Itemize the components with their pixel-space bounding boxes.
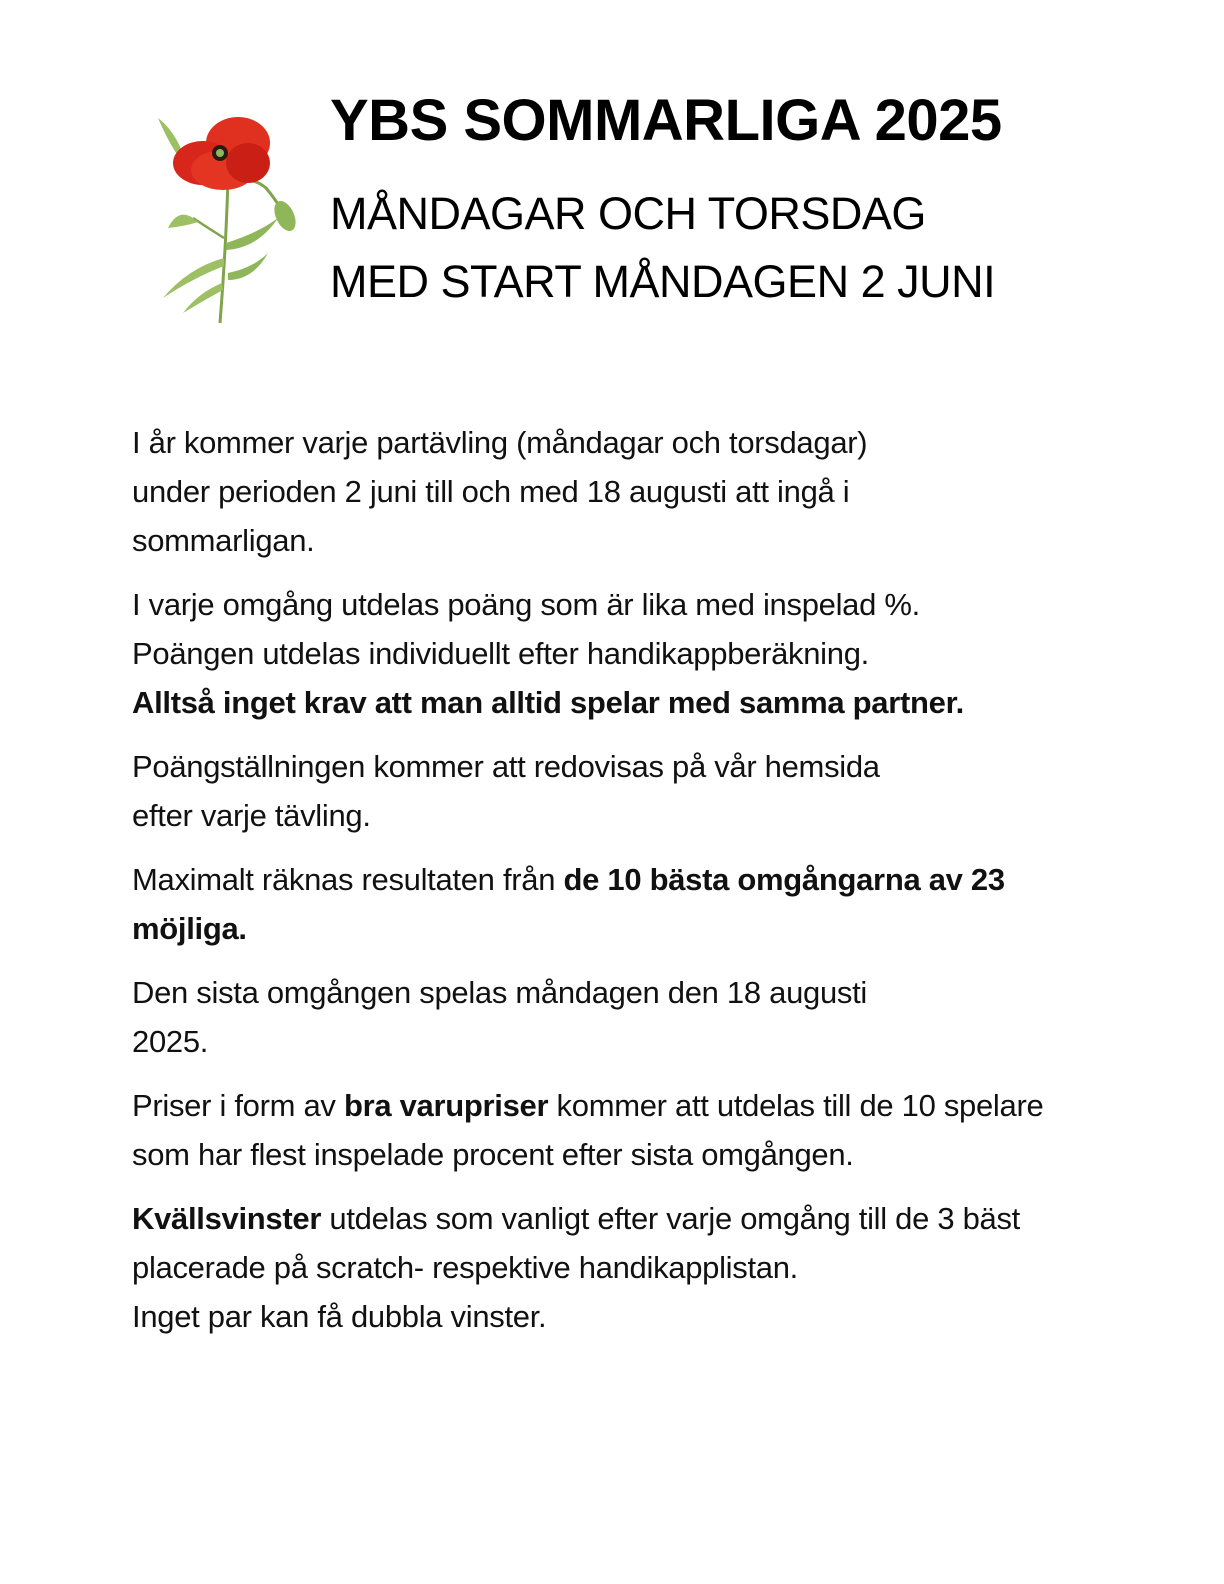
text-line: sommarligan.	[132, 523, 315, 558]
subtitle-days: MÅNDAGAR OCH TORSDAG	[330, 188, 926, 239]
paragraph-prizes	[132, 1081, 1092, 1179]
text-line: Inget par kan få dubbla vinster.	[132, 1299, 547, 1334]
text-line: utdelas som vanligt efter varje omgång till de 3 bäst placerade på scratch- respektive handikapplistan.	[132, 1201, 1020, 1285]
text-line: under perioden 2 juni till och med 18 augusti att ingå i	[132, 474, 850, 509]
document-body	[132, 418, 1092, 1356]
subtitle-start-date: MED START MÅNDAGEN 2 JUNI	[330, 256, 996, 307]
text-line: I år kommer varje partävling (måndagar och torsdagar)	[132, 425, 868, 460]
text-line: Maximalt räknas resultaten från	[132, 862, 564, 897]
bold-text: Kvällsvinster	[132, 1201, 322, 1236]
text-line: efter varje tävling.	[132, 798, 371, 833]
text-line: Priser i form av	[132, 1088, 344, 1123]
text-line: Poängen utdelas individuellt efter handikappberäkning.	[132, 636, 869, 671]
text-line: Poängställningen kommer att redovisas på vår hemsida	[132, 749, 880, 784]
paragraph-standings	[132, 742, 1092, 840]
bold-text: bra varupriser	[343, 1088, 549, 1123]
paragraph-last-round	[132, 968, 1092, 1066]
poppy-flower-icon	[148, 108, 298, 328]
text-line: 2025.	[132, 1024, 209, 1059]
paragraph-evening-prizes	[132, 1194, 1092, 1341]
bold-text: Alltså inget krav att man alltid spelar med samma partner.	[132, 685, 964, 720]
text-line: I varje omgång utdelas poäng som är lika med inspelad %.	[132, 587, 920, 622]
text-line: kommer att utdelas till de 10 spelare som har flest inspelade procent efter sista omgången.	[132, 1088, 1044, 1172]
paragraph-points	[132, 580, 1092, 727]
page-title: YBS SOMMARLIGA 2025	[330, 88, 1002, 153]
paragraph-intro	[132, 418, 1092, 565]
text-line: Den sista omgången spelas måndagen den 18 augusti	[132, 975, 867, 1010]
bold-text: de 10 bästa omgångarna av 23 möjliga.	[132, 862, 1005, 946]
paragraph-max-rounds	[132, 855, 1092, 953]
